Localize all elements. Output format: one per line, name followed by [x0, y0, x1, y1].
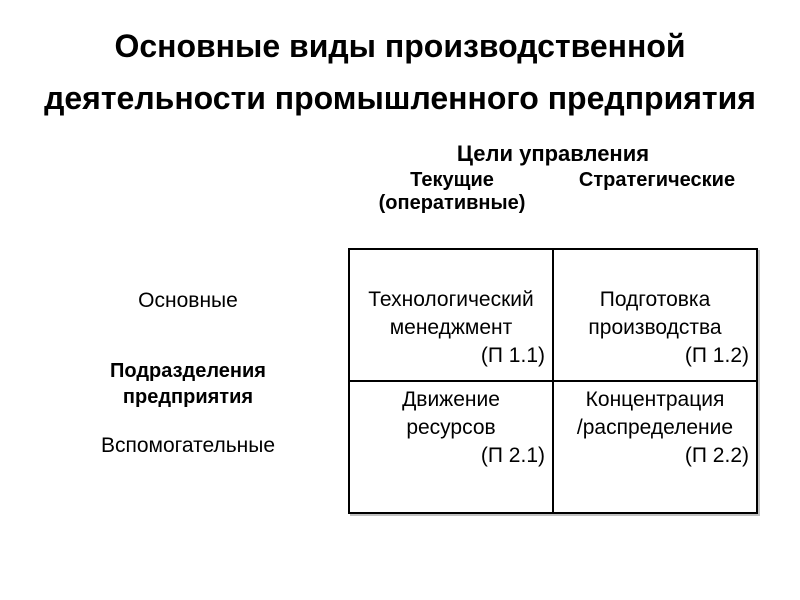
matrix-cell-1-1: [350, 250, 554, 382]
goals-header-title: Цели управления: [456, 141, 650, 166]
matrix-cell-2-1-text: [350, 386, 552, 442]
matrix-cell-2-1-line-1: Движение: [402, 388, 500, 411]
column-header-strategic: Стратегические: [578, 169, 736, 191]
matrix-cell-1-2-line-2: производства: [588, 316, 722, 339]
matrix-cell-2-2-code: (П 2.2): [684, 444, 749, 467]
matrix-cell-2-2-text: [554, 386, 756, 442]
slide-title-line-2: деятельности промышленного предприятия: [44, 80, 756, 116]
matrix-cell-1-2-code: (П 1.2): [684, 344, 749, 367]
axis-label-enterprise-divisions: [60, 358, 316, 410]
row-label-main: Основные: [138, 289, 238, 312]
column-header-current-line-1: Текущие: [410, 169, 494, 191]
axis-label-enterprise-divisions-line-1: Подразделения: [110, 360, 266, 382]
column-header-current-line-2: (оперативные): [378, 192, 526, 214]
activity-matrix-table: [348, 248, 758, 514]
matrix-cell-2-2-line-2: /распределение: [576, 416, 734, 439]
axis-label-enterprise-divisions-line-2: предприятия: [122, 386, 254, 408]
matrix-cell-1-1-line-1: Технологический: [368, 288, 534, 311]
matrix-cell-2-1-line-2: ресурсов: [406, 416, 496, 439]
row-label-auxiliary: Вспомогательные: [100, 434, 276, 457]
matrix-cell-2-1: [350, 382, 554, 512]
matrix-cell-1-1-line-2: менеджмент: [389, 316, 513, 339]
slide-title: [0, 20, 800, 124]
matrix-cell-2-1-code: (П 2.1): [480, 444, 545, 467]
matrix-cell-2-2-line-1: Концентрация: [585, 388, 725, 411]
column-header-current: [348, 169, 556, 215]
matrix-cell-1-2-line-1: Подготовка: [599, 288, 711, 311]
matrix-cell-1-1-text: [350, 286, 552, 342]
slide-title-line-1: Основные виды производственной: [114, 28, 686, 64]
matrix-cell-1-1-code: (П 1.1): [480, 344, 545, 367]
matrix-cell-1-2-text: [554, 286, 756, 342]
matrix-cell-2-2: [554, 382, 756, 512]
matrix-cell-1-2: [554, 250, 756, 382]
